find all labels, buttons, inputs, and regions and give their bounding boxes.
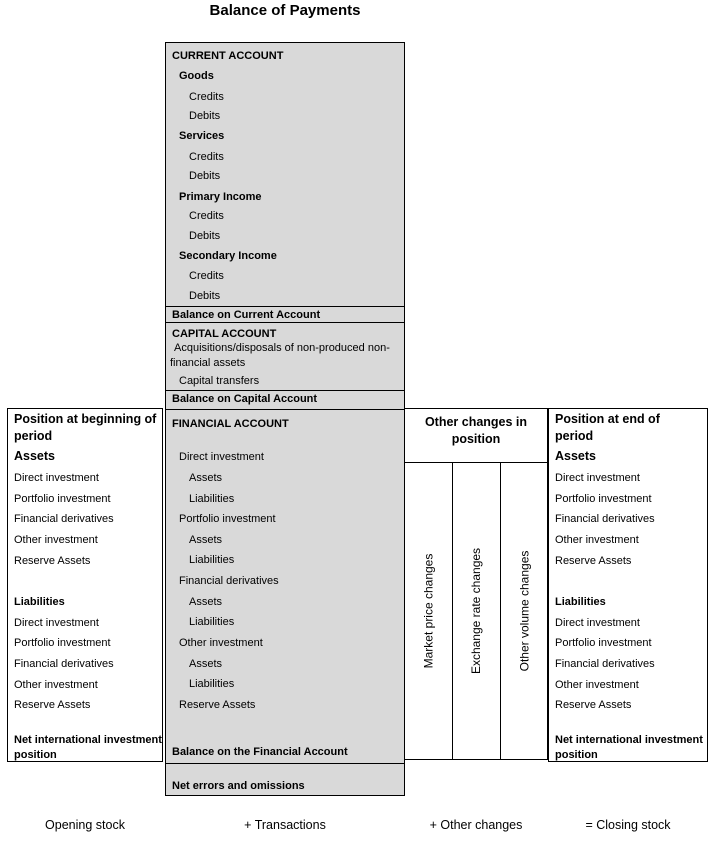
- row-fa-pi-assets: Assets: [189, 534, 223, 546]
- row-goods-debits: Debits: [189, 110, 221, 122]
- opening-asset-reserve-assets: Reserve Assets: [14, 555, 91, 567]
- closing-asset-financial-derivatives: Financial derivatives: [555, 513, 655, 525]
- row-services-credits: Credits: [189, 151, 224, 163]
- footer-opening-stock: Opening stock: [45, 818, 125, 832]
- opening-asset-portfolio-investment: Portfolio investment: [14, 493, 111, 505]
- row-fa-pi-liabilities: Liabilities: [189, 554, 235, 566]
- row-primary-income: Primary Income: [179, 191, 262, 203]
- footer-other-changes: + Other changes: [429, 818, 523, 832]
- row-secondary-income: Secondary Income: [179, 250, 277, 262]
- divider-above-balance-current: [166, 306, 404, 307]
- opening-asset-financial-derivatives: Financial derivatives: [14, 513, 114, 525]
- other-volume-changes-label: Other volume changes: [517, 550, 532, 672]
- opening-liability-reserve-assets: Reserve Assets: [14, 699, 91, 711]
- row-services-debits: Debits: [189, 170, 221, 182]
- row-balance-financial-account: Balance on the Financial Account: [172, 746, 348, 758]
- market-price-changes-label: Market price changes: [421, 553, 436, 669]
- row-fa-fd-liabilities: Liabilities: [189, 616, 235, 628]
- row-balance-current-account: Balance on Current Account: [172, 309, 321, 321]
- other-changes-header: Other changes in position: [404, 408, 548, 463]
- row-financial-account-header: FINANCIAL ACCOUNT: [172, 418, 289, 430]
- row-fa-direct-investment: Direct investment: [179, 451, 264, 463]
- exchange-rate-changes-label: Exchange rate changes: [469, 547, 484, 675]
- closing-position-panel: [548, 408, 708, 762]
- row-balance-capital-account: Balance on Capital Account: [172, 393, 318, 405]
- row-primary-income-debits: Debits: [189, 230, 221, 242]
- row-fa-portfolio-investment: Portfolio investment: [179, 513, 276, 525]
- row-primary-income-credits: Credits: [189, 210, 224, 222]
- row-fa-financial-derivatives: Financial derivatives: [179, 575, 279, 587]
- opening-panel-title: Position at beginning of period: [14, 412, 157, 443]
- row-secondary-income-debits: Debits: [189, 290, 221, 302]
- footer-transactions: + Transactions: [244, 818, 326, 832]
- row-goods-credits: Credits: [189, 91, 224, 103]
- row-capital-transfers: Capital transfers: [179, 375, 260, 387]
- page-title: Balance of Payments: [209, 2, 361, 19]
- row-acquisitions-disposals: Acquisitions/disposals of non-produced non-financial assets: [170, 342, 390, 369]
- row-fa-oi-liabilities: Liabilities: [189, 678, 235, 690]
- other-volume-changes-column: [500, 462, 548, 760]
- closing-asset-other-investment: Other investment: [555, 534, 639, 546]
- opening-asset-other-investment: Other investment: [14, 534, 98, 546]
- closing-liability-financial-derivatives: Financial derivatives: [555, 658, 655, 670]
- closing-liabilities-label: Liabilities: [555, 596, 606, 608]
- closing-net-position-label: Net international investment position: [555, 734, 703, 761]
- closing-asset-portfolio-investment: Portfolio investment: [555, 493, 652, 505]
- row-services: Services: [179, 130, 225, 142]
- closing-liability-other-investment: Other investment: [555, 679, 639, 691]
- divider-net-errors: [166, 763, 404, 764]
- closing-liability-direct-investment: Direct investment: [555, 617, 640, 629]
- row-net-errors-omissions: Net errors and omissions: [172, 780, 305, 792]
- exchange-rate-changes-column: [452, 462, 501, 760]
- market-price-changes-column: [404, 462, 453, 760]
- opening-liabilities-label: Liabilities: [14, 596, 65, 608]
- row-fa-reserve-assets: Reserve Assets: [179, 699, 256, 711]
- row-goods: Goods: [179, 70, 214, 82]
- row-current-account-header: CURRENT ACCOUNT: [172, 50, 284, 62]
- row-fa-di-assets: Assets: [189, 472, 223, 484]
- closing-asset-direct-investment: Direct investment: [555, 472, 640, 484]
- footer-closing-stock: = Closing stock: [585, 818, 671, 832]
- opening-liability-other-investment: Other investment: [14, 679, 98, 691]
- closing-liability-portfolio-investment: Portfolio investment: [555, 637, 652, 649]
- opening-asset-direct-investment: Direct investment: [14, 472, 99, 484]
- closing-panel-title: Position at end of period: [555, 412, 660, 443]
- divider-capital-account: [166, 322, 404, 323]
- opening-liability-financial-derivatives: Financial derivatives: [14, 658, 114, 670]
- row-fa-other-investment: Other investment: [179, 637, 263, 649]
- row-fa-di-liabilities: Liabilities: [189, 493, 235, 505]
- row-fa-oi-assets: Assets: [189, 658, 223, 670]
- closing-asset-reserve-assets: Reserve Assets: [555, 555, 632, 567]
- opening-assets-label: Assets: [14, 449, 55, 463]
- opening-position-panel: [7, 408, 163, 762]
- closing-assets-label: Assets: [555, 449, 596, 463]
- closing-liability-reserve-assets: Reserve Assets: [555, 699, 632, 711]
- divider-financial-account: [166, 409, 404, 410]
- row-secondary-income-credits: Credits: [189, 270, 224, 282]
- opening-liability-direct-investment: Direct investment: [14, 617, 99, 629]
- divider-above-balance-capital: [166, 390, 404, 391]
- opening-net-position-label: Net international investment position: [14, 734, 162, 761]
- transactions-panel: [165, 42, 405, 796]
- row-capital-account-header: CAPITAL ACCOUNT: [172, 328, 277, 340]
- row-fa-fd-assets: Assets: [189, 596, 223, 608]
- opening-liability-portfolio-investment: Portfolio investment: [14, 637, 111, 649]
